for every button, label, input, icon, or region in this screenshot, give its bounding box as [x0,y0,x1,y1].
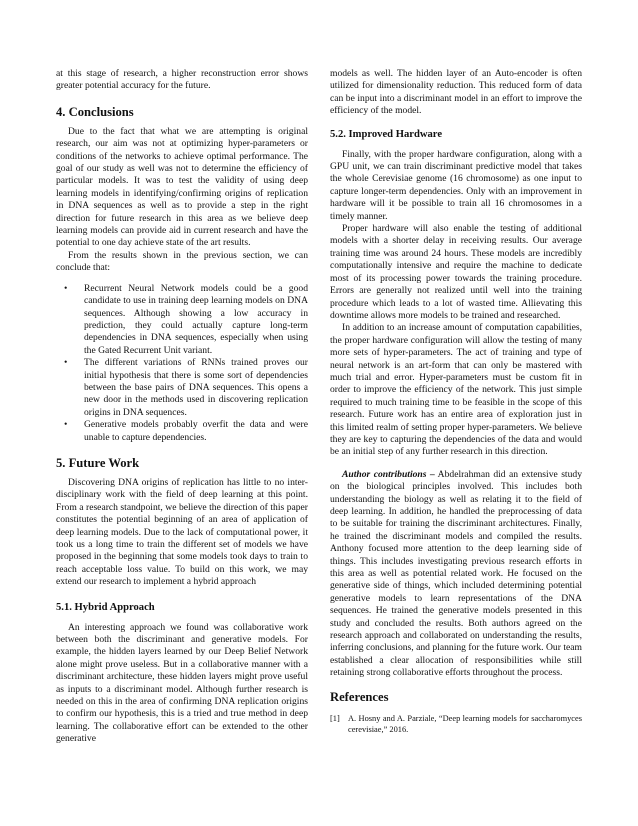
conclusions-heading: 4. Conclusions [56,104,134,119]
right-intro-paragraph: models as well. The hidden layer of an Auto-encoder is often utilized for dimensionality reduction. This reduced form of data can be input into a discriminant model in an effort to improve the efficiency of the model. [330,68,582,117]
bullet-item [56,419,308,444]
conclusions-paragraph-2: From the results shown in the previous section, we can conclude that: [56,249,308,274]
hardware-paragraph-1: Finally, with the proper hardware configuration, along with a GPU unit, we can train discriminant predictive model that takes the whole Cerevisiae genome (16 chromosome) as one input to capture longer-term dependencies. Only with an improvement in hardware will it be possible to train all 16 chromosomes in a timely manner. [330,148,582,222]
improved-hardware-heading: 5.2. Improved Hardware [330,128,443,140]
reference-number: [1] [330,713,340,723]
hardware-paragraph-2: Proper hardware will also enable the testing of additional models with a shorter delay in receiving results. Our average training time was around 24 hours. These models are incredibly computationally intensive and require the machine to dedicate most of its processing power towards the training procedure. Errors are generally not realized until well into the training procedure which leads to a lot of wasted time. Allievating this downtime allows more models to be trained and researched. [330,223,582,321]
left-intro-paragraph: at this stage of research, a higher reconstruction error shows greater potential accuracy for the future. [56,68,308,92]
author-contributions-text: Abdelrahman did an extensive study on the biological principles involved. This includes both understanding the biology as well as relating it to the field of deep learning. In addition, he handled the preprocessing of data to be suitable for training the discriminant architectures. Finally, he trained the discriminant models and compiled the results. Anthony focused more attention to the deep learning side of things. This includes investigating previous research efforts in this area as well as potential related work. He focused on the generative side of things, which included determining potential generative models to learn representations of the DNA sequences. He trained the generative models presented in this study and concluded the results. Both authors agreed on the research approach and collaborated on understanding the results, inferring conclusions, and planning for the future work. Our team established a clear allocation of responsibilities while still retaining strong collaborative efforts throughout the process. [330,468,582,679]
author-contributions-paragraph [330,469,582,680]
author-contributions-label: Author contributions – [342,468,435,480]
future-work-heading: 5. Future Work [56,455,140,470]
hybrid-approach-heading: 5.1. Hybrid Approach [56,601,155,613]
left-column [56,68,308,746]
bullet-text: Generative models probably overfit the data and were unable to capture dependencies. [84,419,308,443]
bullet-item [56,283,308,357]
conclusions-bullet-list [56,283,308,444]
bullet-icon: • [64,357,68,369]
bullet-item [56,357,308,419]
bullet-text: Recurrent Neural Network models could be a good candidate to use in training deep learning models on DNA sequences. Although showing a low accuracy in prediction, they could actually capture long-term dependencies in DNA sequences, especially when using the Gated Recurrent Unit variant. [84,282,308,356]
reference-item [330,713,582,735]
bullet-icon: • [64,419,68,431]
future-work-paragraph: Discovering DNA origins of replication has little to no inter-disciplinary work with the field of deep learning at this point. From a research standpoint, we believe the direction of this paper constitutes the potential beginning of an area of application of deep learning models. Due to the lack of computational power, it took us a long time to train the different set of models we have proposed in the beginning that some models took days to train to reach acceptable loss value. To build on this work, we may extend our research to implement a hybrid approach [56,476,308,588]
reference-text: A. Hosny and A. Parziale, “Deep learning models for saccharomyces cerevisiae,” 2016. [348,713,582,734]
bullet-text: The different variations of RNNs trained proves our initial hypothesis that there is some sort of dependencies between the base pairs of DNA sequences. This opens a new door in the methods used in discovering replication origins in DNA sequences. [84,357,308,418]
hardware-paragraph-3: In addition to an increase amount of computation capabilities, the proper hardware configuration will allow the testing of many more sets of hyper-parameters. The act of training and type of neural network is an art-form that can only be mastered with much trial and error. Hyper-parameters must be custom fit in order to improve the efficiency of the network. This just simple required to much training time to be feasible in the scope of this research. Future work has an entire area of exploration just in this limited realm of setting proper hyper-parameters. We believe they are key to capturing the dependencies of the data and would be an initial step of any further research in this direction. [330,322,582,458]
right-column [330,68,582,735]
bullet-icon: • [64,282,68,294]
hybrid-approach-paragraph: An interesting approach we found was collaborative work between both the discriminant and generative models. For example, the hidden layers learned by our Deep Belief Network alone might prove useless. But in a collaborative manner with a discriminant architecture, these hidden layers might prove useful as inputs to a discriminant model. Although further research is needed on this in the area of confirming DNA replication origins to confirm our hypothesis, this is a tried and true method in deep learning. The collaborative effort can be extended to the other generative [56,621,308,745]
references-heading: References [330,689,389,704]
conclusions-paragraph-1: Due to the fact that what we are attempting is original research, our aim was not at optimizing hyper-parameters or conditions of the networks to achieve optimal performance. The goal of our study as well was not to determine the efficiency of particular models. It was to test the validity of using deep learning models in identifying/confirming origins of replication in DNA sequences as well as to provide a step in the right direction for future research in this area as we believe deep learning models can provide aid in current research and have the potential to one day achieve state of the art results. [56,125,308,249]
